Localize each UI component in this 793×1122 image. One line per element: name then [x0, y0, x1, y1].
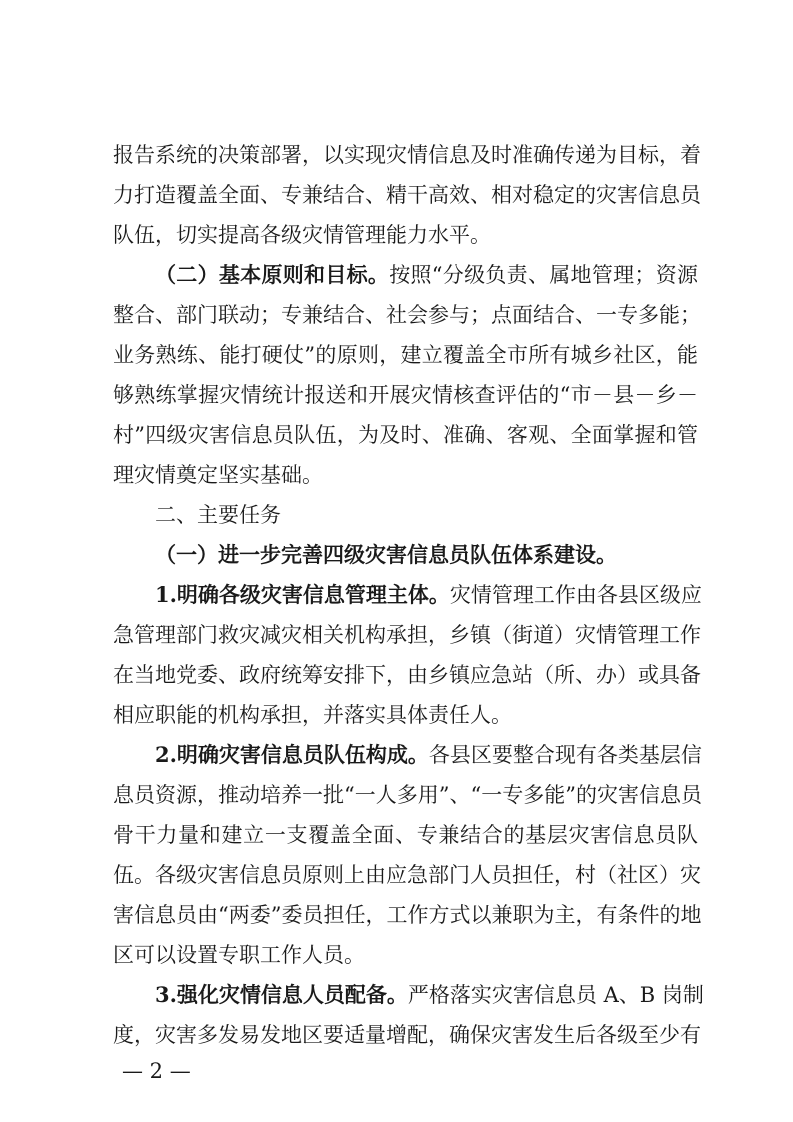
bold-heading: （一）进一步完善四级灾害信息员队伍体系建设。 [155, 542, 617, 567]
text-line [113, 455, 698, 495]
body-text: 急管理部门救灾减灾相关机构承担，乡镇（街道）灾情管理工作 [113, 623, 701, 647]
body-text: 区可以设置专职工作人员。 [113, 943, 365, 967]
text-line [113, 375, 698, 415]
text-line [113, 335, 698, 375]
text-line [113, 895, 702, 935]
body-text: 各县区要整合现有各类基层信 [428, 743, 702, 767]
body-text: 度，灾害多发易发地区要适量增配，确保灾害发生后各级至少有 [113, 1023, 701, 1047]
text-line [113, 415, 698, 455]
text-line [113, 815, 698, 855]
text-line [113, 295, 701, 335]
text-line [113, 175, 701, 215]
text-line [113, 615, 701, 655]
body-text: 整合、部门联动；专兼结合、社会参与；点面结合、一专多能； [113, 303, 701, 327]
body-text: 理灾情奠定坚实基础。 [113, 463, 323, 487]
text-line [113, 1015, 701, 1055]
body-text: 灾情管理工作由各县区级应 [449, 583, 702, 607]
body-text: 在当地党委、政府统筹安排下，由乡镇应急站（所、办）或具备 [113, 663, 701, 687]
body-text: 村”四级灾害信息员队伍，为及时、准确、客观、全面掌握和管 [113, 423, 698, 447]
body-text: 害信息员由“两委”委员担任，工作方式以兼职为主，有条件的地 [113, 903, 702, 927]
text-line [155, 495, 698, 535]
bold-heading: 3.强化灾情信息人员配备。 [155, 982, 408, 1007]
body-text: 报告系统的决策部署，以实现灾情信息及时准确传递为目标，着 [113, 143, 701, 167]
text-line [155, 575, 702, 615]
body-text: 队伍，切实提高各级灾情管理能力水平。 [113, 223, 491, 247]
text-line [155, 255, 698, 295]
body-text: 相应职能的机构承担，并落实具体责任人。 [113, 703, 512, 727]
text-line [155, 535, 698, 575]
body-text: 业务熟练、能打硬仗”的原则，建立覆盖全市所有城乡社区，能 [113, 343, 698, 367]
text-line [113, 775, 702, 815]
text-line [113, 935, 698, 975]
body-text: 骨干力量和建立一支覆盖全面、专兼结合的基层灾害信息员队 [113, 823, 698, 847]
text-line [113, 215, 698, 255]
bold-heading: （二）基本原则和目标。 [155, 262, 390, 287]
body-text: 伍。各级灾害信息员原则上由应急部门人员担任，村（社区）灾 [113, 863, 701, 887]
text-line [155, 975, 704, 1015]
bold-heading: 1.明确各级灾害信息管理主体。 [155, 582, 450, 607]
body-text: 二、主要任务 [155, 503, 281, 527]
text-line [113, 135, 701, 175]
text-line [155, 735, 702, 775]
body-text: 够熟练掌握灾情统计报送和开展灾情核查评估的“市－县－乡－ [113, 383, 698, 407]
body-text: 按照“分级负责、属地管理；资源 [389, 263, 698, 287]
body-text: 严格落实灾害信息员 A、B 岗制 [407, 983, 704, 1007]
body-text: 力打造覆盖全面、专兼结合、精干高效、相对稳定的灾害信息员 [113, 183, 701, 207]
body-text: 息员资源，推动培养一批“一人多用”、“一专多能”的灾害信息员 [113, 783, 702, 807]
bold-heading: 2.明确灾害信息员队伍构成。 [155, 742, 429, 767]
text-line [113, 695, 698, 735]
text-line [113, 855, 701, 895]
text-line [113, 655, 701, 695]
page-number: — 2 — [122, 1059, 191, 1083]
